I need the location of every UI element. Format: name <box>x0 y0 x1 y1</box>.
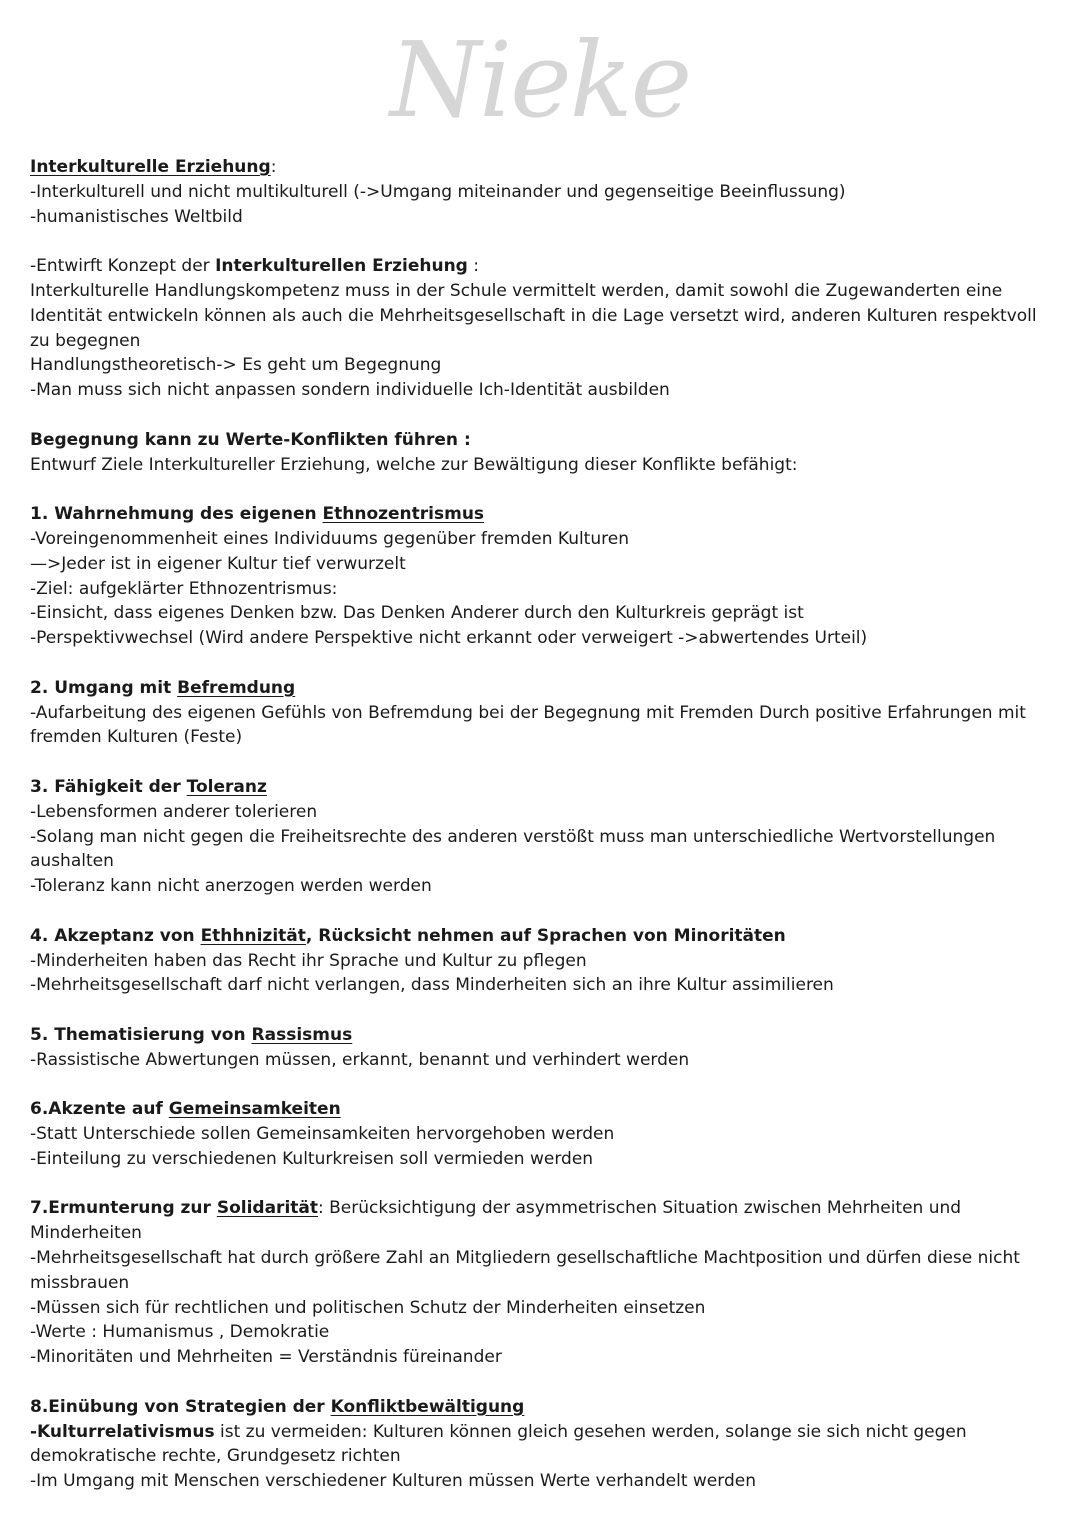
document-body <box>30 155 1055 1494</box>
concept-line: -Man muss sich nicht anpassen sondern individuelle Ich-Identität ausbilden <box>30 380 670 401</box>
section-5-line: -Rassistische Abwertungen müssen, erkannt, benannt und verhindert werden <box>30 1049 690 1070</box>
nieke-logo: Nieke <box>389 19 691 141</box>
section-1-heading: 1. Wahrnehmung des eigenen Ethnozentrismus <box>30 504 485 525</box>
section-4-line: -Mehrheitsgesellschaft darf nicht verlangen, dass Minderheiten sich an ihre Kultur assimilieren <box>30 975 834 996</box>
section-3-heading: 3. Fähigkeit der Toleranz <box>30 776 267 797</box>
section-5-heading: 5. Thematisierung von Rassismus <box>30 1024 353 1045</box>
section-3-line: -Lebensformen anderer tolerieren <box>30 801 318 822</box>
section-7-line: -Mehrheitsgesellschaft hat durch größere Zahl an Mitgliedern gesellschaftliche Machtposition und dürfen diese nicht missbrauen <box>30 1248 1020 1293</box>
section-1-line: -Perspektivwechsel (Wird andere Perspektive nicht erkannt oder verweigert ->abwertendes Urteil) <box>30 628 868 649</box>
intro-line: -humanistisches Weltbild <box>30 206 243 227</box>
conflict-heading: Begegnung kann zu Werte-Konflikten führen : <box>30 429 471 450</box>
concept-paragraph: Interkulturelle Handlungskompetenz muss in der Schule vermittelt werden, damit sowohl die Zugewanderten eine Identität entwickeln können als auch die Mehrheitsgesellschaft in die Lage versetzt wird, anderen Kulturen respektvoll zu begegnen <box>30 280 1037 351</box>
section-3-line: -Toleranz kann nicht anerzogen werden werden <box>30 876 432 897</box>
concept-line: Handlungstheoretisch-> Es geht um Begegnung <box>30 355 442 376</box>
section-1-line: -Einsicht, dass eigenes Denken bzw. Das Denken Anderer durch den Kulturkreis geprägt ist <box>30 603 804 624</box>
section-8-line: -Kulturrelativismus ist zu vermeiden: Kulturen können gleich gesehen werden, solange sie sich nicht gegen demokratische rechte, Grundgesetz richten <box>30 1421 967 1467</box>
doc-title: Interkulturelle Erziehung: <box>30 157 277 177</box>
section-4-line: -Minderheiten haben das Recht ihr Sprache und Kultur zu pflegen <box>30 950 587 971</box>
section-6-line: -Einteilung zu verschiedenen Kulturkreisen soll vermieden werden <box>30 1148 594 1169</box>
section-3-line: -Solang man nicht gegen die Freiheitsrechte des anderen verstößt muss man unterschiedliche Wertvorstellungen aushalten <box>30 826 996 872</box>
section-1-line: —>Jeder ist in eigener Kultur tief verwurzelt <box>30 553 406 574</box>
section-7-heading: 7.Ermunterung zur Solidarität: Berücksichtigung der asymmetrischen Situation zwischen Mehrheiten und Minderheiten <box>30 1198 962 1244</box>
intro-line: -Interkulturell und nicht multikulturell (->Umgang miteinander und gegenseitige Beeinflussung) <box>30 181 846 202</box>
section-1-line: -Ziel: aufgeklärter Ethnozentrismus: <box>30 578 338 599</box>
section-6-line: -Statt Unterschiede sollen Gemeinsamkeiten hervorgehoben werden <box>30 1124 615 1145</box>
conflict-line: Entwurf Ziele Interkultureller Erziehung, welche zur Bewältigung dieser Konflikte befähigt: <box>30 454 798 475</box>
section-7-line: -Minoritäten und Mehrheiten = Verständnis füreinander <box>30 1347 502 1368</box>
section-8-heading: 8.Einübung von Strategien der Konfliktbewältigung <box>30 1396 525 1417</box>
concept-lead: -Entwirft Konzept der Interkulturellen Erziehung : <box>30 256 479 277</box>
section-6-heading: 6.Akzente auf Gemeinsamkeiten <box>30 1099 341 1120</box>
section-2-heading: 2. Umgang mit Befremdung <box>30 677 296 698</box>
section-4-heading: 4. Akzeptanz von Ethhnizität, Rücksicht nehmen auf Sprachen von Minoritäten <box>30 925 786 946</box>
section-7-line: -Werte : Humanismus , Demokratie <box>30 1322 330 1343</box>
section-7-line: -Müssen sich für rechtlichen und politischen Schutz der Minderheiten einsetzen <box>30 1297 706 1318</box>
section-1-line: -Voreingenommenheit eines Individuums gegenüber fremden Kulturen <box>30 528 629 549</box>
section-8-line: -Im Umgang mit Menschen verschiedener Kulturen müssen Werte verhandelt werden <box>30 1471 756 1492</box>
section-2-line: -Aufarbeitung des eigenen Gefühls von Befremdung bei der Begegnung mit Fremden Durch positive Erfahrungen mit fremden Kulturen (Feste) <box>30 702 1026 748</box>
